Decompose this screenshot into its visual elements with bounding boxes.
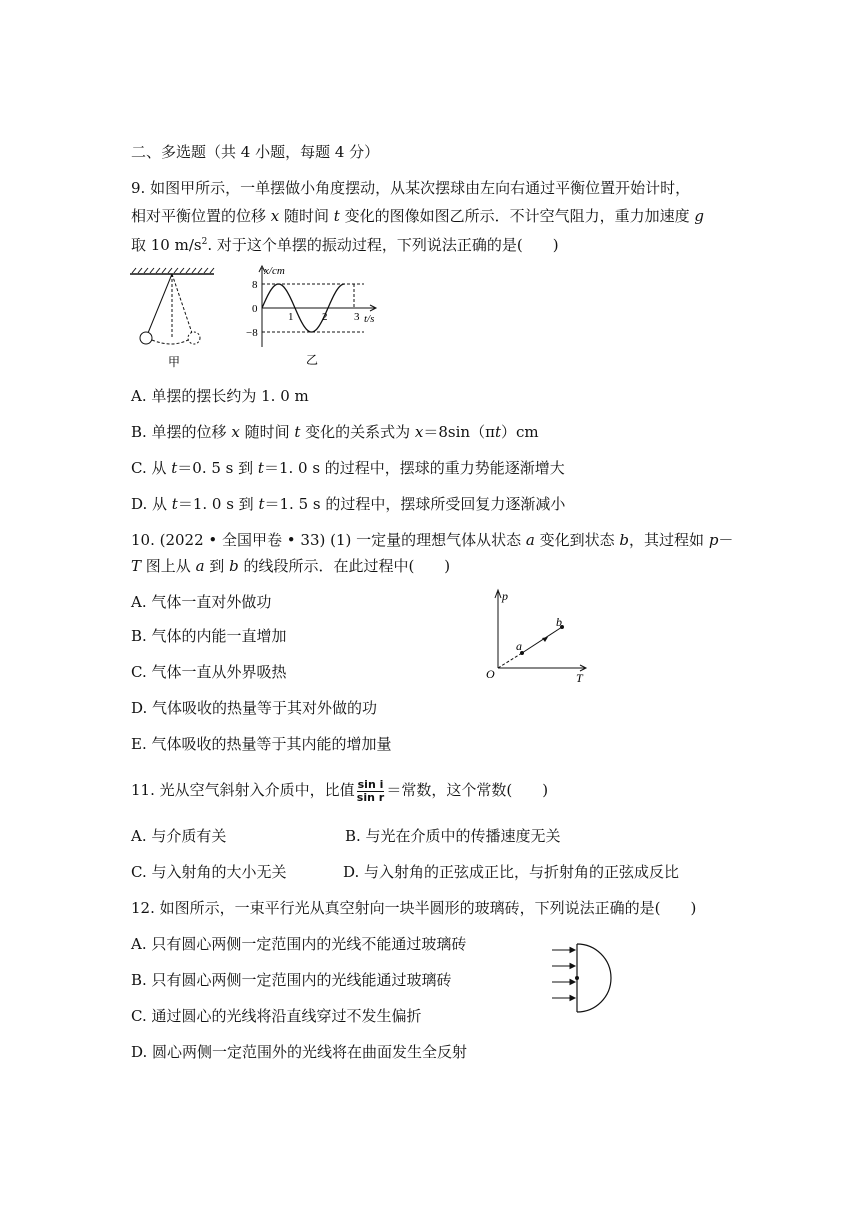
pT-graph [484,586,594,684]
q12-stem: 12. 如图所示，一束平行光从真空射向一块半圆形的玻璃砖，下列说法正确的是( ) [131,899,697,917]
q10-option-e[interactable]: E. 气体吸收的热量等于其内能的增加量 [131,735,392,753]
q10-option-c[interactable]: C. 气体一直从外界吸热 [131,663,287,681]
q12-option-b[interactable]: B. 只有圆心两侧一定范围内的光线能通过玻璃砖 [131,971,452,989]
q9-option-d[interactable]: D. 从 t＝1. 0 s 到 t＝1. 5 s 的过程中，摆球所受回复力逐渐减小 [131,495,566,513]
q10-option-a[interactable]: A. 气体一直对外做功 [131,593,272,611]
point-b-label: b [556,615,562,629]
q9-stem-line3: 取 10 $m/s^2$. 对于这个单摆的振动过程，下列说法正确的是( ) [131,236,559,254]
tick-1: 1 [288,311,294,323]
origin-label: O [486,667,495,681]
q10-option-b[interactable]: B. 气体的内能一直增加 [131,627,287,645]
q11-option-b[interactable]: B. 与光在介质中的传播速度无关 [345,827,561,845]
pendulum-figure [126,264,226,374]
point-a-label: a [516,639,522,653]
tick-8: 8 [252,279,258,291]
q11-option-c[interactable]: C. 与入射角的大小无关 [131,863,287,881]
q12-option-d[interactable]: D. 圆心两侧一定范围外的光线将在曲面发生全反射 [131,1043,468,1061]
q10-stem-line2: T 图上从 a 到 b 的线段所示．在此过程中( ) [131,557,451,575]
glass-brick-figure [550,938,620,1018]
q12-option-c[interactable]: C. 通过圆心的光线将沿直线穿过不发生偏折 [131,1007,422,1025]
tick-3: 3 [354,311,360,323]
q9-option-c[interactable]: C. 从 t＝0. 5 s 到 t＝1. 0 s 的过程中，摆球的重力势能逐渐增大 [131,459,565,477]
q9-option-a[interactable]: A. 单摆的摆长约为 1. 0 m [131,387,309,405]
T-axis-label: T [576,671,583,684]
q11-stem: 11. 光从空气斜射入介质中，比值 $\frac{\text{sin i}}{\text{sin r}}$ ＝常数，这个常数( ) [131,777,549,804]
tick-2: 2 [322,311,328,323]
q11-option-a[interactable]: A. 与介质有关 [131,827,227,845]
q10-stem-line1: 10. (2022 • 全国甲卷 • 33) (1) 一定量的理想气体从状态 a 变化到状态 b，其过程如 p－ [131,531,734,549]
xt-graph [236,262,386,372]
p-axis-label: p [502,589,508,603]
x-axis-label: t/s [364,313,375,325]
fig-jia-label: 甲 [168,355,181,369]
section-title: 二、多选题（共 4 小题，每题 4 分） [131,143,380,161]
sin-ratio-fraction: $\frac{\text{sin i}}{\text{sin r}}$ [356,777,385,804]
y-axis-label: x/cm [264,265,285,277]
tick-0: 0 [252,303,258,315]
q11-option-d[interactable]: D. 与入射角的正弦成正比，与折射角的正弦成反比 [343,863,680,881]
q12-option-a[interactable]: A. 只有圆心两侧一定范围内的光线不能通过玻璃砖 [131,935,467,953]
fig-yi-label: 乙 [306,353,319,367]
q9-stem-line1: 9. 如图甲所示，一单摆做小角度摆动，从某次摆球由左向右通过平衡位置开始计时， [131,179,691,197]
q9-stem-line2: 相对平衡位置的位移 x 随时间 t 变化的图像如图乙所示．不计空气阻力，重力加速度 g [131,207,704,225]
q9-option-b[interactable]: B. 单摆的位移 x 随时间 t 变化的关系式为 x＝8sin（πt）cm [131,423,539,441]
q10-option-d[interactable]: D. 气体吸收的热量等于其对外做的功 [131,699,378,717]
tick-minus-8: −8 [246,327,258,339]
